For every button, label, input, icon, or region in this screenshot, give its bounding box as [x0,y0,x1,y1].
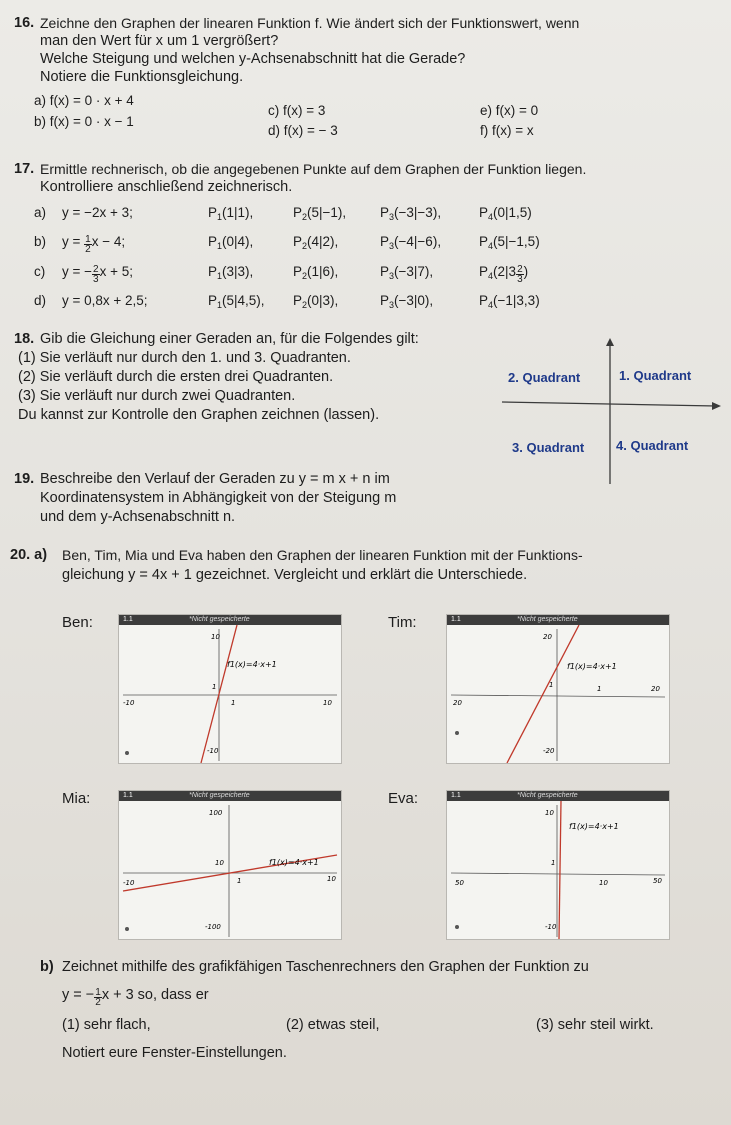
svg-text:10: 10 [545,809,554,817]
task16-line4: Notiere die Funktionsgleichung. [40,69,244,85]
quadrant-diagram [500,336,725,486]
task17-a-p1: $P_1(1|1)$, [208,205,254,222]
task17-d-p2: $P_2(0|3)$, [293,293,339,310]
svg-text:-10: -10 [545,923,557,931]
task17-d-p1: $P_1(5|4,5)$, [208,293,265,310]
task16-number: 16. [14,15,35,31]
svg-text:10: 10 [211,633,220,641]
task16-line3: Welche Steigung und welchen y-Achsenabschnitt hat die Gerade? [40,51,466,67]
task17-a-p4: $P_4(0|1,5)$ [479,205,532,222]
task16-d: d) f(x) = − 3 [268,123,338,138]
svg-text:1: 1 [212,683,217,691]
task17-c-p1: $P_1(3|3)$, [208,264,254,281]
task20b-option1: (1) sehr flach, [62,1017,151,1033]
task20-line1: Ben, Tim, Mia und Eva haben den Graphen der linearen Funktion mit der Funktions- [62,547,583,563]
task19-line1: Beschreibe den Verlauf der Geraden zu y = m x + n im [40,471,390,487]
task17-a-p3: $P_3(-3|-3)$, [380,205,442,222]
svg-text:f1(x)=4·x+1: f1(x)=4·x+1 [569,822,619,831]
task18-line5: Du kannst zur Kontrolle den Graphen zeichnen (lassen). [18,407,380,423]
task17-c-label: c) [34,264,46,279]
calculator-screen-ben: 1.1 *Nicht gespeicherte 10 -10 -10 10 1 1 f1(x)=4·x+1 [118,614,342,764]
task17-b-p3: $P_3(-4|-6)$, [380,234,442,251]
quadrant-label-1: 1. Quadrant [619,368,692,383]
task18-item2: (2) Sie verläuft durch die ersten drei Quadranten. [18,369,334,385]
task20b-line1: Zeichnet mithilfe des grafikfähigen Taschenrechners den Graphen der Funktion zu [62,959,589,975]
quadrant-label-4: 4. Quadrant [616,438,689,453]
task20b-line2: y = − $\frac{1}{2}$ x + 3 so, dass er [62,987,209,1008]
task20b-label: b) [40,959,54,975]
task17-a-label: a) [34,205,47,220]
svg-text:20: 20 [543,633,552,641]
task17-b-p4: $P_4(5|-1,5)$ [479,234,540,251]
svg-text:100: 100 [209,809,223,817]
task17-b-equation: y = $\frac{1}{2}$ x − 4; [62,234,126,255]
svg-text:1: 1 [237,877,242,885]
svg-text:1: 1 [597,685,602,693]
task16-b: b) f(x) = 0 · x − 1 [34,114,134,129]
svg-text:-20: -20 [543,747,555,755]
task17-c-p3: $P_3(-3|7)$, [380,264,434,281]
calculator-screen-mia: 1.1 *Nicht gespeicherte 100 -100 -10 10 10 1 f1(x)=4·x+1 [118,790,342,940]
svg-text:-100: -100 [205,923,221,931]
svg-text:50: 50 [653,877,662,885]
svg-text:f1(x)=4·x+1: f1(x)=4·x+1 [567,662,617,671]
task16-a: a) f(x) = 0 · x + 4 [34,93,134,108]
task16-c: c) f(x) = 3 [268,103,326,118]
name-mia: Mia: [62,790,91,807]
task18-number: 18. [14,331,35,347]
task16-e: e) f(x) = 0 [480,103,539,118]
task17-b-p2: $P_2(4|2)$, [293,234,339,251]
task20b-option2: (2) etwas steil, [286,1017,380,1033]
svg-text:-10: -10 [123,699,135,707]
task18-item3: (3) Sie verläuft nur durch zwei Quadranten. [18,388,296,404]
task17-a-p2: $P_2(5|-1)$, [293,205,347,222]
svg-text:20: 20 [651,685,660,693]
task16-line2: man den Wert für x um 1 vergrößert? [40,33,279,49]
svg-text:f1(x)=4·x+1: f1(x)=4·x+1 [269,858,319,867]
svg-text:50: 50 [455,879,464,887]
task19-line3: und dem y-Achsenabschnitt n. [40,509,236,525]
task17-a-equation: y = −2x + 3; [62,205,133,220]
task17-b-label: b) [34,234,47,249]
name-eva: Eva: [388,790,419,807]
task19-line2: Koordinatensystem in Abhängigkeit von der Steigung m [40,490,397,506]
task17-number: 17. [14,161,35,177]
svg-text:1: 1 [549,681,554,689]
task20b-option3: (3) sehr steil wirkt. [536,1017,654,1033]
svg-text:f1(x)=4·x+1: f1(x)=4·x+1 [227,660,277,669]
graph-line-eva [559,801,561,939]
name-ben: Ben: [62,614,93,631]
task17-d-p3: $P_3(-3|0)$, [380,293,434,310]
task20-line2: gleichung y = 4x + 1 gezeichnet. Vergleicht und erklärt die Unterschiede. [62,567,528,583]
calculator-screen-eva: 1.1 *Nicht gespeicherte 10 -10 50 50 1 10 f1(x)=4·x+1 [446,790,670,940]
svg-text:1: 1 [231,699,236,707]
name-tim: Tim: [388,614,417,631]
task16-line1: Zeichne den Graphen der linearen Funktion f. Wie ändert sich der Funktionswert, wenn [40,15,580,31]
task18-item1: (1) Sie verläuft nur durch den 1. und 3. Quadranten. [18,350,351,366]
task19-number: 19. [14,471,35,487]
task17-line1: Ermittle rechnerisch, ob die angegebenen Punkte auf dem Graphen der Funktion liegen. [40,161,587,177]
task20b-line4: Notiert eure Fenster-Einstellungen. [62,1045,287,1061]
task17-c-equation: y = − $\frac{2}{3}$ x + 5; [62,264,133,285]
task16-f: f) f(x) = x [480,123,534,138]
task17-d-equation: y = 0,8x + 2,5; [62,293,148,308]
task17-d-p4: $P_4(-1|3,3)$ [479,293,540,310]
svg-text:20: 20 [453,699,462,707]
task17-c-p2: $P_2(1|6)$, [293,264,339,281]
svg-text:10: 10 [327,875,336,883]
quadrant-label-2: 2. Quadrant [508,370,581,385]
task17-c-p4: $P_4(2|3$ $\frac{2}{3}$ ) [479,264,529,285]
svg-text:10: 10 [323,699,332,707]
svg-text:-10: -10 [123,879,135,887]
svg-text:1: 1 [551,859,556,867]
graph-line-tim [507,625,579,763]
task20-number: 20. a) [10,547,48,563]
svg-text:-10: -10 [207,747,219,755]
task17-b-p1: $P_1(0|4)$, [208,234,254,251]
quadrant-label-3: 3. Quadrant [512,440,585,455]
svg-text:10: 10 [215,859,224,867]
svg-text:10: 10 [599,879,608,887]
task18-line1: Gib die Gleichung einer Geraden an, für die Folgendes gilt: [40,331,419,347]
task17-line2: Kontrolliere anschließend zeichnerisch. [40,179,293,195]
task17-d-label: d) [34,293,47,308]
calculator-screen-tim: 1.1 *Nicht gespeicherte 20 -20 20 20 1 1 f1(x)=4·x+1 [446,614,670,764]
